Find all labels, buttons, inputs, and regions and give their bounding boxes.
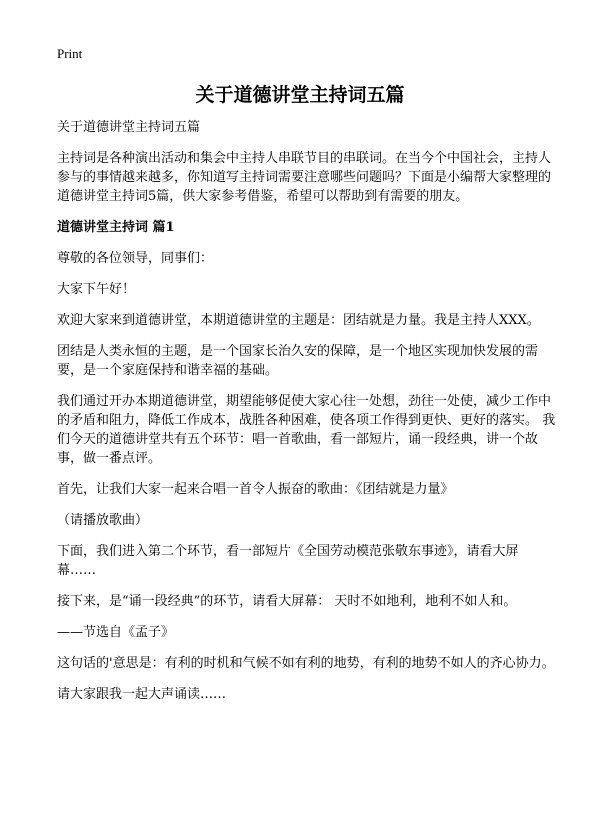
paragraph-intro-title: 关于道德讲堂主持词五篇 [57, 120, 201, 135]
paragraph-purpose: 我们通过开办本期道德讲堂，期望能够促使大家心往一处想，劲往一处使，减少工作中的矛盾和阻力，降低工作成本，战胜各种困难，使各项工作得到更快、更好的落实。 我们今天的道德讲堂共有五个环节：唱一首歌曲，看一部短片，诵一段经典，讲一个故事，做一番点评。 [57, 394, 556, 466]
section-heading: 道德讲堂主持词 篇1 [57, 220, 175, 235]
paragraph-intro: 主持词是各种演出活动和集会中主持人串联节目的串联词。在当今个中国社会，主持人参与的事情越来越多，你知道写主持词需要注意哪些问题吗？下面是小编帮大家整理的道德讲堂主持词5篇，供大家参考借鉴，希望可以帮助到有需要的朋友。 [57, 151, 552, 204]
paragraph-source: ——节选自《孟子》 [57, 625, 175, 640]
paragraph-play-song: （请播放歌曲） [57, 513, 149, 528]
paragraph-greeting: 尊敬的各位领导，同事们： [57, 251, 214, 266]
paragraph-classic: 接下来，是“诵一段经典”的环节，请看大屏幕： 天时不如地利，地利不如人和。 [57, 594, 517, 609]
page-title: 关于道德讲堂主持词五篇 [195, 84, 405, 106]
paragraph-afternoon: 大家下午好！ [57, 282, 136, 297]
paragraph-song: 首先，让我们大家一起来合唱一首令人振奋的歌曲：《团结就是力量》 [57, 482, 454, 497]
paragraph-film: 下面，我们进入第二个环节，看一部短片《全国劳动模范张敬东事迹》，请看大屏幕…… [57, 544, 519, 578]
paragraph-welcome: 欢迎大家来到道德讲堂，本期道德讲堂的主题是：团结就是力量。我是主持人XXX。 [57, 313, 540, 328]
paragraph-meaning: 这句话的'意思是：有利的时机和气候不如有利的地势，有利的地势不如人的齐心协力。 [57, 656, 555, 671]
article-body [57, 118, 557, 716]
paragraph-recite: 请大家跟我一起大声诵读…… [57, 687, 227, 702]
paragraph-unity: 团结是人类永恒的主题，是一个国家长治久安的保障，是一个地区实现加快发展的需要，是一个家庭保持和谐幸福的基础。 [57, 344, 539, 378]
print-link[interactable]: Print [57, 46, 83, 61]
